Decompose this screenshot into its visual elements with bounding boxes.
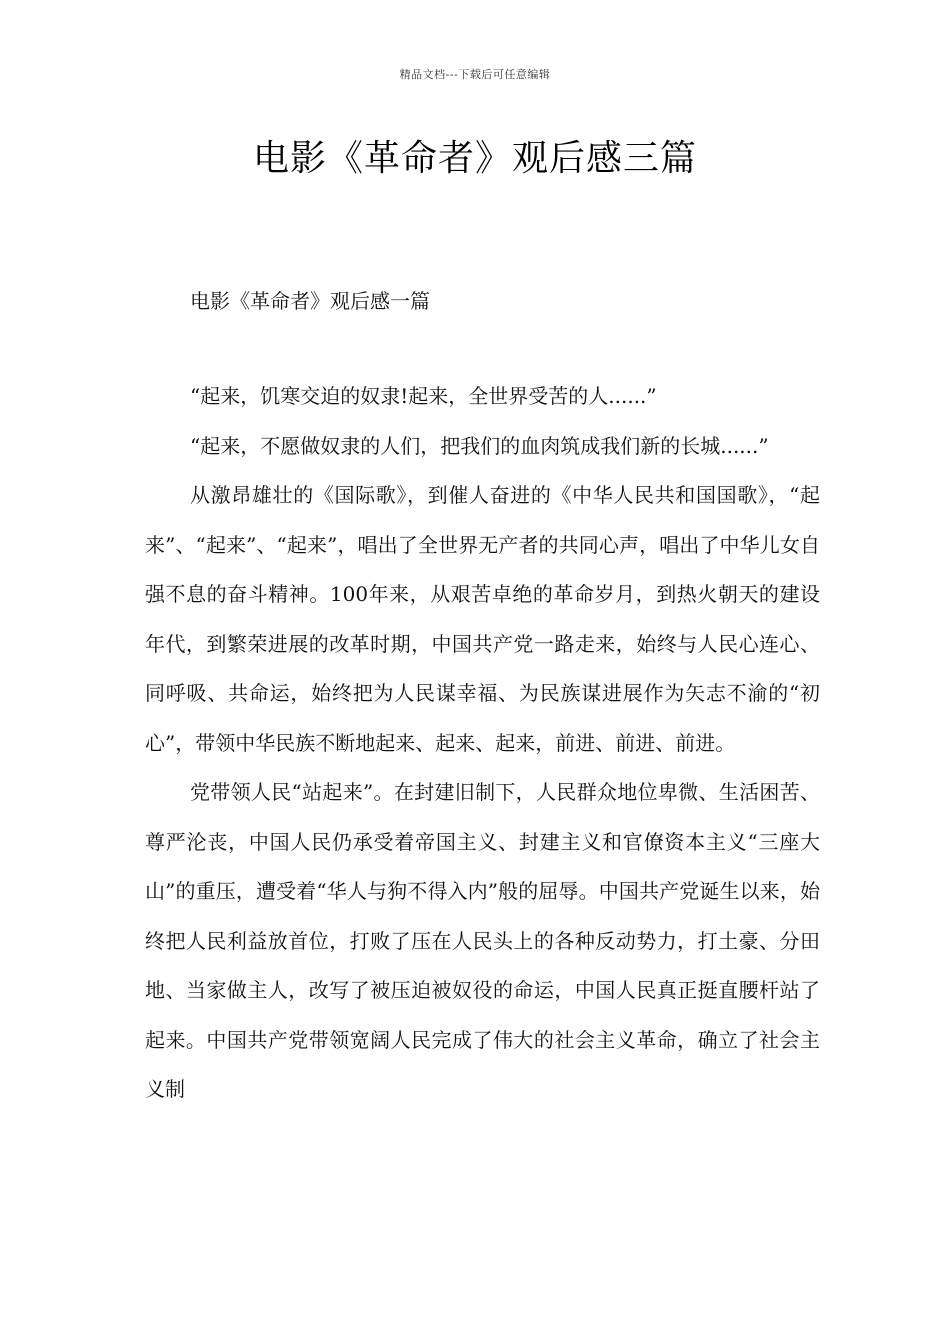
document-title: 电影《革命者》观后感三篇	[252, 138, 697, 179]
paragraph-3: 从激昂雄壮的《国际歌》，到催人奋进的《中华人民共和国国歌》，“起来”、“起来”、“起来”，唱出了全世界无产者的共同心声，唱出了中华儿女自强不息的奋斗精神。100年来，从艰苦卓绝的革命岁月，到热火朝天的建设年代，到繁荣进展的改革时期，中国共产党一路走来，始终与人民心连心、同呼吸、共命运，始终把为人民谋幸福、为民族谋进展作为矢志不渝的“初心”，带领中华民族不断地起来、起来、起来，前进、前进、前进。	[145, 483, 820, 755]
header-note: 精品文档---下载后可任意编辑	[399, 68, 551, 81]
paragraph-4: 党带领人民“站起来”。在封建旧制下，人民群众地位卑微、生活困苦、尊严沦丧，中国人民仍承受着帝国主义、封建主义和官僚资本主义“三座大山”的重压，遭受着“华人与狗不得入内”般的屈辱。中国共产党诞生以来，始终把人民利益放首位，打败了压在人民头上的各种反动势力，打土豪、分田地、当家做主人，改写了被压迫被奴役的命运，中国人民真正挺直腰杆站了起来。中国共产党带领宽阔人民完成了伟大的社会主义革命，确立了社会主义制	[145, 780, 820, 1101]
paragraph-2: “起来，不愿做奴隶的人们，把我们的血肉筑成我们新的长城......”	[190, 433, 769, 458]
paragraph-1: “起来，饥寒交迫的奴隶!起来，全世界受苦的人......”	[190, 384, 657, 408]
section-heading: 电影《革命者》观后感一篇	[190, 289, 430, 313]
body-text	[145, 372, 820, 1115]
